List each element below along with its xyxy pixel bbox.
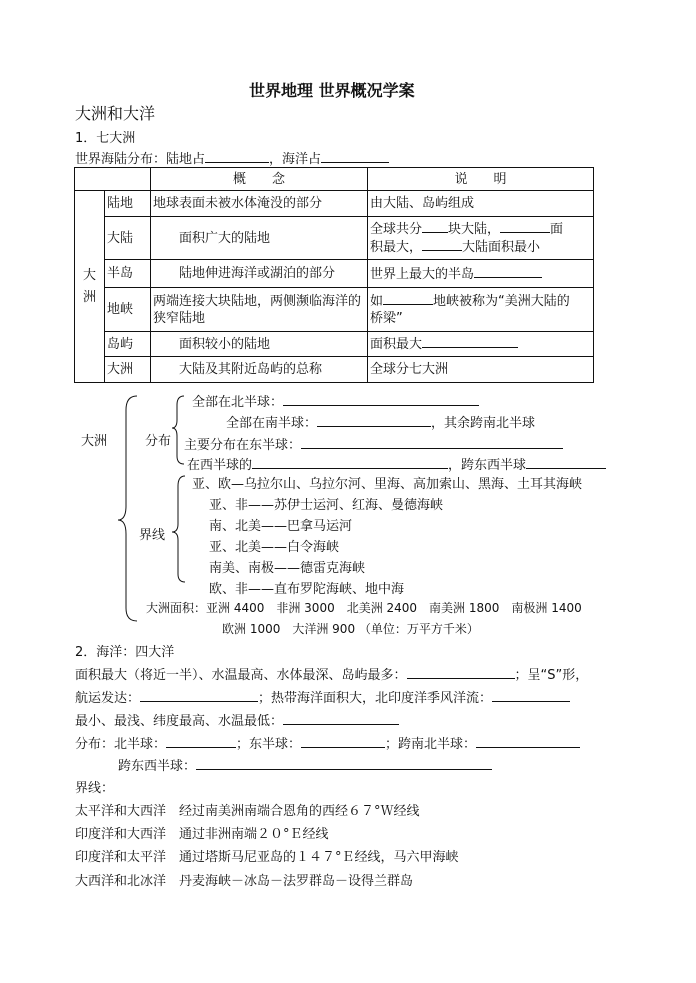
row-term: 岛屿 xyxy=(105,332,151,357)
row-note: 世界上最大的半岛 xyxy=(368,260,594,288)
row-term: 地峡 xyxy=(105,288,151,332)
row-concept: 面积较小的陆地 xyxy=(151,332,368,357)
land-sea-lead: 世界海陆分布：陆地占 xyxy=(75,152,206,167)
row-concept: 大陆及其附近岛屿的总称 xyxy=(151,357,368,383)
border-item: 亚、非——苏伊士运河、红海、曼德海峡 xyxy=(209,498,444,513)
ocean-line: 航运发达： ；热带海洋面积大，北印度洋季风洋流： xyxy=(75,687,570,706)
border-item: 亚、欧—乌拉尔山、乌拉尔河、里海、高加索山、黑海、土耳其海峡 xyxy=(192,477,583,492)
group-label: 大洲 xyxy=(75,191,105,383)
area-line: 大洲面积：亚洲 4400 非洲 3000 北美洲 2400 南美洲 1800 南极洲 1400 xyxy=(146,601,582,615)
ocean-border-item: 印度洋和大西洋 通过非洲南端２０°Ｅ经线 xyxy=(75,827,329,842)
border-item: 南美、南极——德雷克海峡 xyxy=(209,561,366,576)
border-item: 亚、北美——白令海峡 xyxy=(209,540,340,555)
dist-south: 全部在南半球： ，其余跨南北半球 xyxy=(226,416,536,431)
ocean-border-item: 印度洋和太平洋 通过塔斯马尼亚岛的１４７°Ｅ经线，马六甲海峡 xyxy=(75,850,459,865)
ocean-border-title: 界线： xyxy=(75,781,115,796)
row-note: 由大陆、岛屿组成 xyxy=(368,191,594,217)
blank[interactable] xyxy=(301,735,385,748)
row-term: 半岛 xyxy=(105,260,151,288)
row-concept: 陆地伸进海洋或湖泊的部分 xyxy=(151,260,368,288)
header-note: 说 明 xyxy=(368,168,594,191)
page-title: 世界地理 世界概况学案 xyxy=(249,81,415,100)
border-item: 欧、非——直布罗陀海峡、地中海 xyxy=(209,582,405,597)
blank[interactable] xyxy=(283,712,399,725)
blank[interactable] xyxy=(301,436,563,449)
blank[interactable] xyxy=(283,393,479,406)
row-concept: 面积广大的陆地 xyxy=(151,217,368,260)
row-note: 全球共分 块大陆， 面 积最大， 大陆面积最小 xyxy=(368,217,594,260)
subsection-heading: 2．海洋：四大洋 xyxy=(75,645,175,660)
ocean-line: 跨东西半球： xyxy=(118,755,492,774)
blank[interactable] xyxy=(196,757,492,770)
subsection-heading: 1．七大洲 xyxy=(75,131,136,146)
ocean-border-item: 太平洋和大西洋 经过南美洲南端合恩角的西经６７°Ｗ经线 xyxy=(75,804,420,819)
row-term: 大陆 xyxy=(105,217,151,260)
border-item: 南、北美——巴拿马运河 xyxy=(209,519,353,534)
area-line: 欧洲 1000 大洋洲 900 （单位：万平方千米） xyxy=(222,622,479,636)
row-concept: 两端连接大块陆地，两侧濒临海洋的狭窄陆地 xyxy=(151,288,368,332)
blank[interactable] xyxy=(317,414,431,427)
section-heading: 大洲和大洋 xyxy=(75,104,156,123)
row-concept: 地球表面未被水体淹没的部分 xyxy=(151,191,368,217)
distribution-label: 分布 xyxy=(145,434,172,449)
dist-west: 在西半球的 ，跨东西半球 xyxy=(187,454,606,473)
ocean-line: 最小、最浅、纬度最高、水温最低： xyxy=(75,710,399,729)
header-concept: 概 念 xyxy=(151,168,368,191)
ocean-line: 分布：北半球： ；东半球： ；跨南北半球： xyxy=(75,733,580,752)
blank[interactable] xyxy=(166,735,236,748)
dist-north: 全部在北半球： xyxy=(192,391,479,410)
row-term: 陆地 xyxy=(105,191,151,217)
ocean-border-item: 大西洋和北冰洋 丹麦海峡－冰岛－法罗群岛－设得兰群岛 xyxy=(75,874,414,889)
row-note: 全球分七大洲 xyxy=(368,357,594,383)
blank[interactable] xyxy=(492,689,570,702)
ocean-line: 面积最大（将近一半）、水温最高、水体最深、岛屿最多： ；呈“S”形， xyxy=(75,668,589,683)
blank[interactable] xyxy=(526,456,606,469)
land-sea-mid: ，海洋占 xyxy=(269,152,322,167)
continents-label: 大洲 xyxy=(81,434,108,449)
border-label: 界线 xyxy=(139,528,166,543)
blank[interactable] xyxy=(140,689,258,702)
dist-east: 主要分布在东半球： xyxy=(184,434,563,453)
blank[interactable] xyxy=(476,735,580,748)
row-note: 如 地峡被称为“美洲大陆的 桥梁” xyxy=(368,288,594,332)
row-note: 面积最大 xyxy=(368,332,594,357)
blank[interactable] xyxy=(252,456,448,469)
row-term: 大洲 xyxy=(105,357,151,383)
blank[interactable] xyxy=(407,666,515,679)
